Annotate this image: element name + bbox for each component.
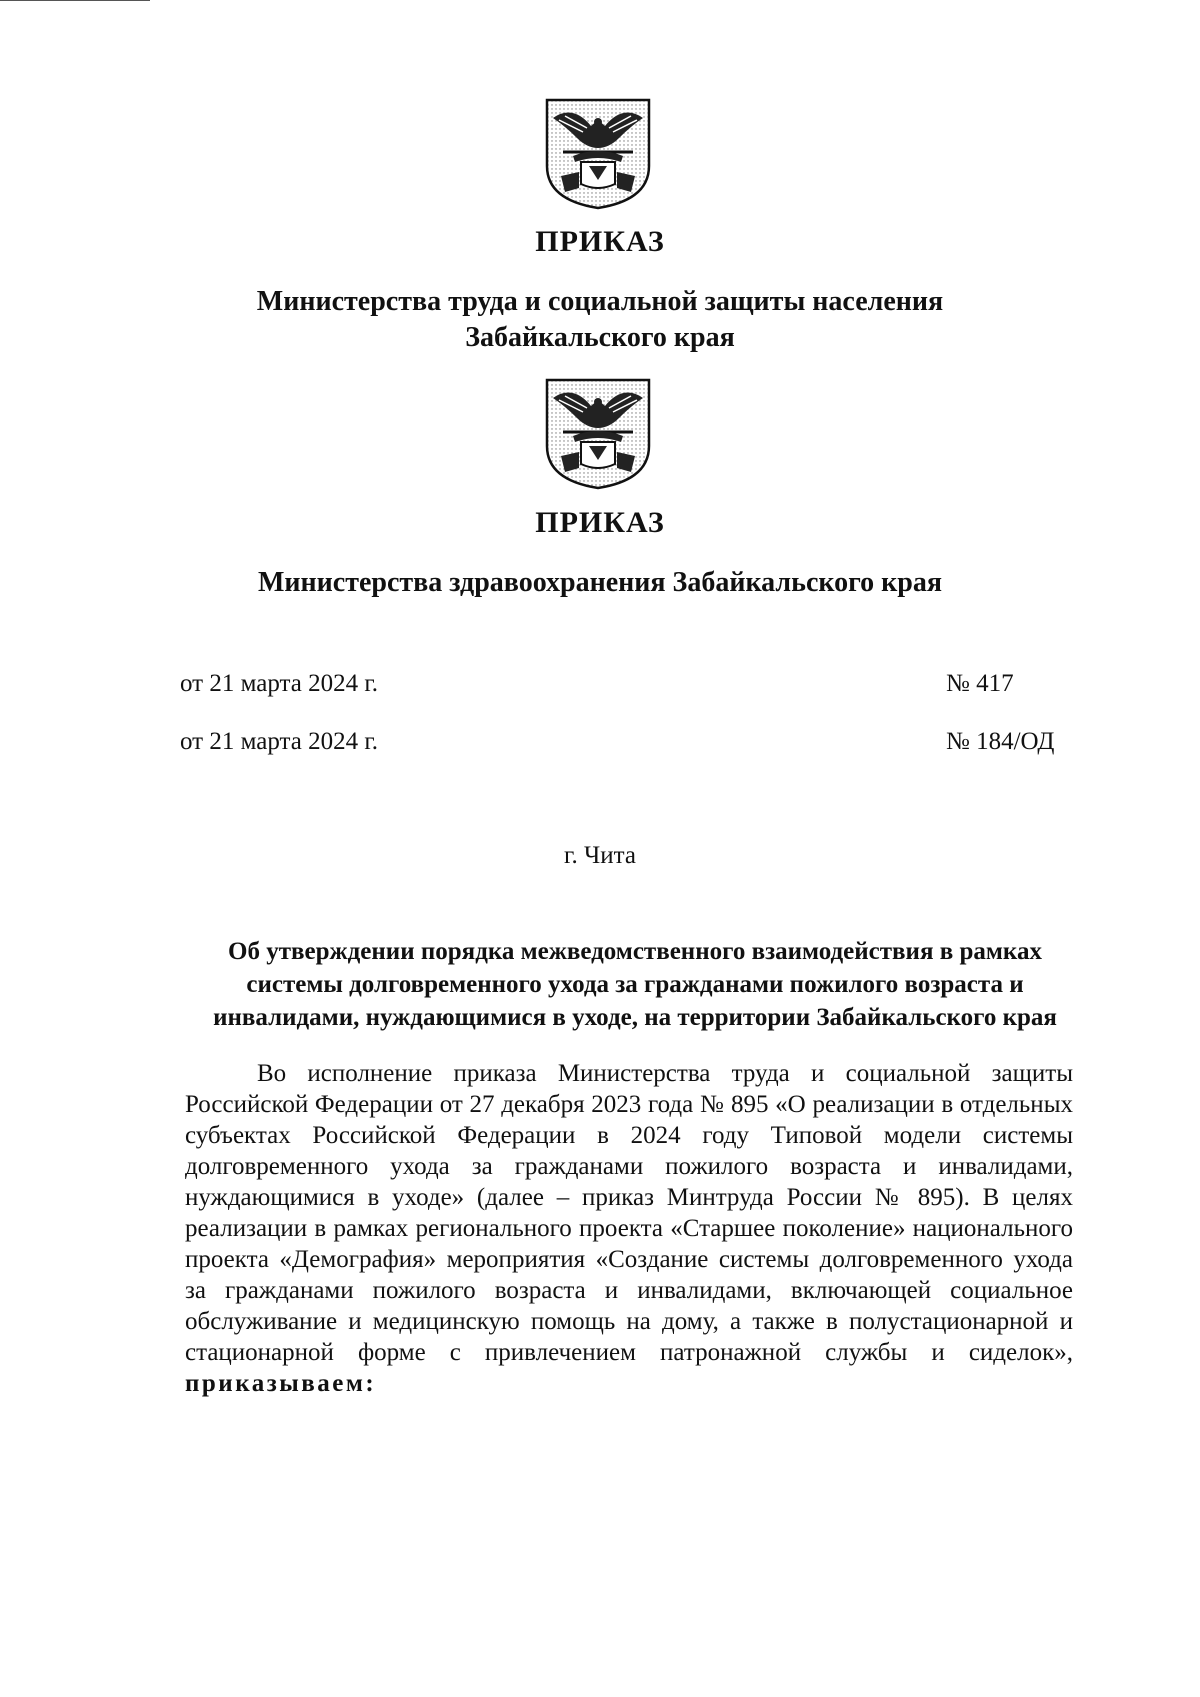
heading-line-2: системы долговременного ухода за гражданами пожилого возраста и — [246, 971, 1024, 998]
heading-line-1: Об утверждении порядка межведомственного взаимодействия в рамках — [228, 938, 1042, 965]
ministry-health: Министерства здравоохранения Забайкальского края — [257, 567, 943, 598]
order-title-second: ПРИКАЗ — [535, 506, 665, 539]
city: г. Чита — [564, 842, 636, 869]
order-heading — [185, 935, 1085, 1034]
order-title-first: ПРИКАЗ — [535, 225, 665, 258]
coat-of-arms-icon — [543, 376, 653, 491]
order-number-2: № 184/ОД — [946, 728, 1055, 755]
body-paragraph — [185, 1058, 1073, 1399]
coat-of-arms-icon — [543, 96, 653, 211]
order-date-2: от 21 марта 2024 г. — [180, 728, 379, 755]
ministry-labor-line2: Забайкальского края — [465, 322, 735, 353]
heading-line-3: инвалидами, нуждающимися в уходе, на территории Забайкальского края — [213, 1004, 1057, 1031]
order-date-1: от 21 марта 2024 г. — [180, 670, 379, 697]
order-number-1: № 417 — [946, 670, 1014, 697]
command-word: приказываем: — [185, 1370, 377, 1397]
ministry-labor-line1: Министерства труда и социальной защиты населения — [256, 286, 944, 317]
body-paragraph-text: Во исполнение приказа Министерства труда и социальной защиты Российской Федерации от 27 декабря 2023 года № 895 «О реализации в отдельных субъектах Российской Федерации в 2024 году Типовой модели системы долговременного ухода за гражданами пожилого возраста и инвалидами, нуждающимися в уходе» (далее – приказ Минтруда России № 895). В целях реализации в рамках регионального проекта «Старшее поколение» национального проекта «Демография» мероприятия «Создание системы долговременного ухода за гражданами пожилого возраста и инвалидами, включающей социальное обслуживание и медицинскую помощь на дому, а также в полустационарной и стационарной форме с привлечением патронажной службы и сиделок», — [185, 1060, 1073, 1366]
scan-edge-line — [0, 0, 150, 1]
